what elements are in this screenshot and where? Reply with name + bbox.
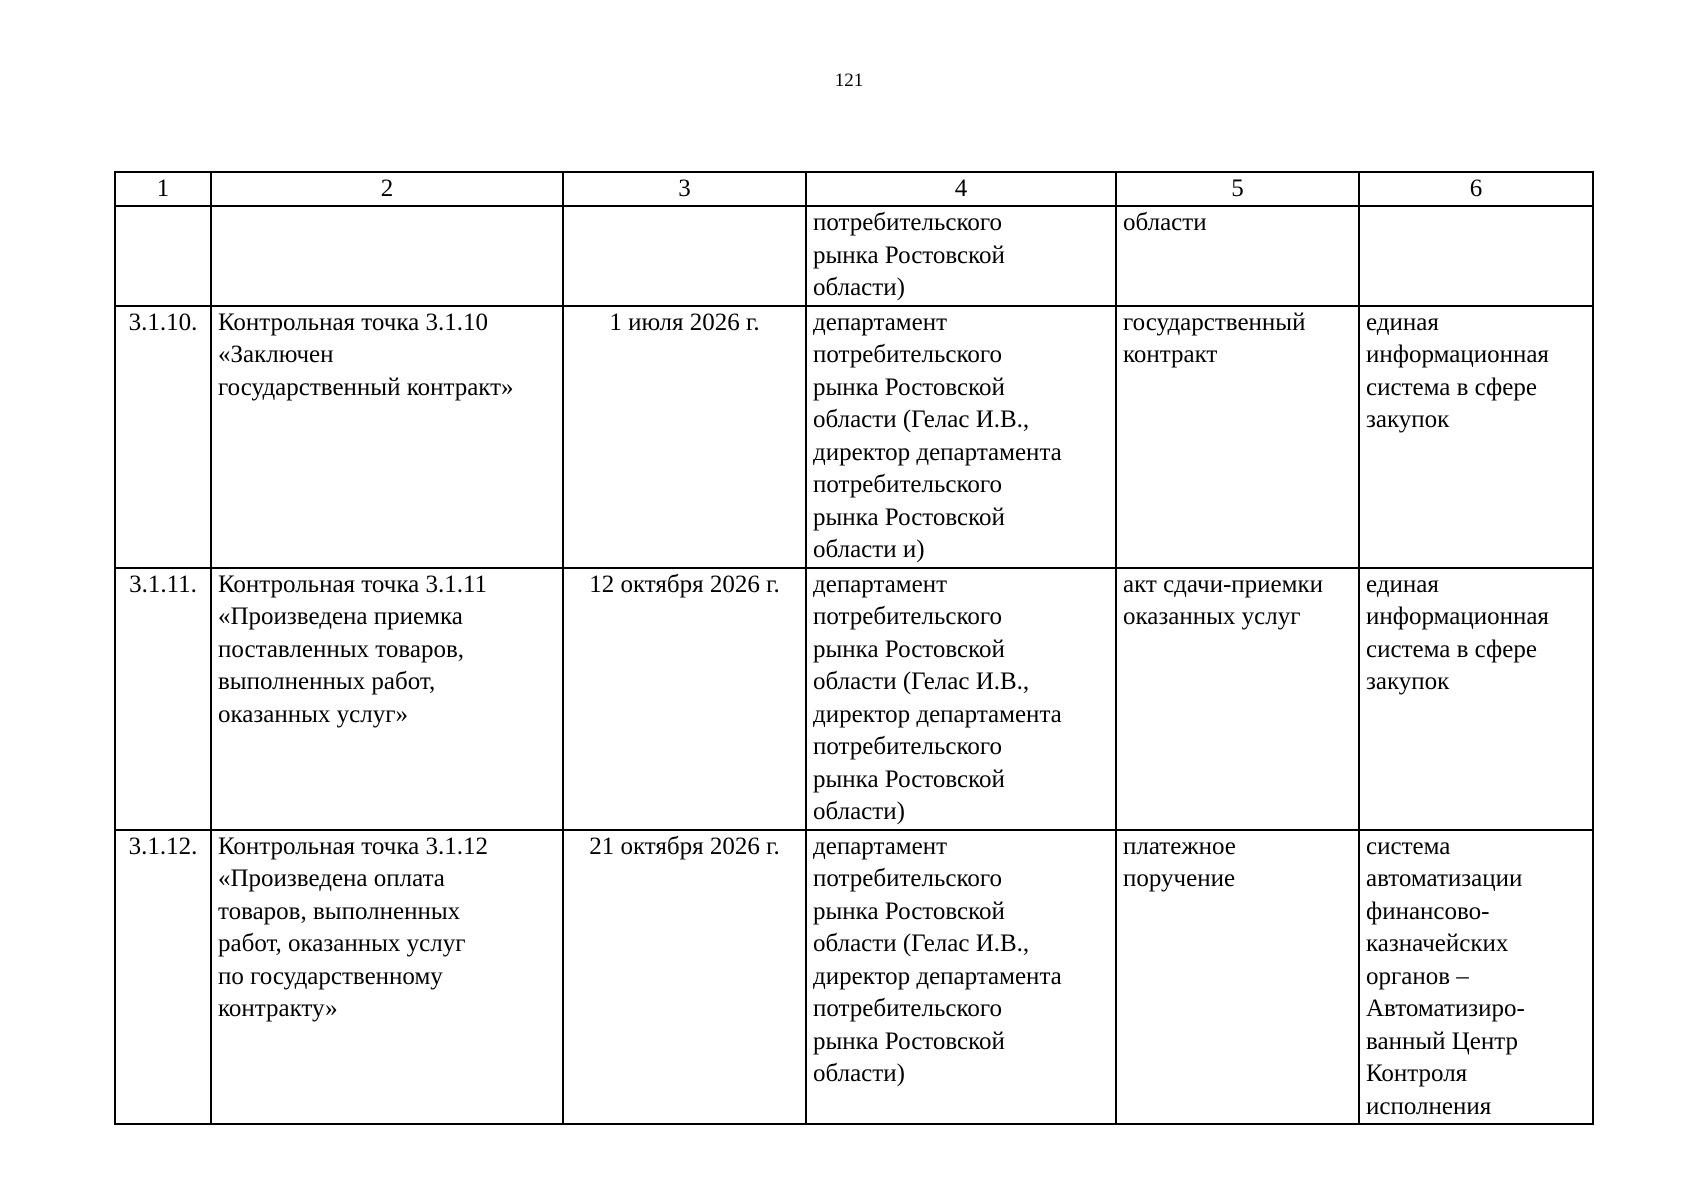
row-number: 3.1.12. xyxy=(115,830,211,1125)
responsible-party: департамент потребительского рынка Ростовской области (Гелас И.В., директор департамента потребительского рынка Ростовской области) xyxy=(806,830,1116,1125)
responsible-party: департамент потребительского рынка Ростовской области (Гелас И.В., директор департамента потребительского рынка Ростовской области и) xyxy=(806,306,1116,568)
control-point-name: Контрольная точка 3.1.10 «Заключен государственный контракт» xyxy=(211,306,563,568)
control-point-name xyxy=(211,206,563,306)
row-number xyxy=(115,206,211,306)
deadline-date: 21 октября 2026 г. xyxy=(563,830,806,1125)
responsible-party: департамент потребительского рынка Ростовской области (Гелас И.В., директор департамента потребительского рынка Ростовской области) xyxy=(806,568,1116,830)
information-system: единая информационная система в сфере закупок xyxy=(1359,306,1593,568)
information-system: единая информационная система в сфере закупок xyxy=(1359,568,1593,830)
page-number: 121 xyxy=(834,70,864,91)
control-points-table xyxy=(114,171,1594,1125)
control-point-name: Контрольная точка 3.1.11 «Произведена приемка поставленных товаров, выполненных работ, оказанных услуг» xyxy=(211,568,563,830)
column-header: 3 xyxy=(563,172,806,206)
table-header-row xyxy=(115,172,1593,206)
deadline-date: 1 июля 2026 г. xyxy=(563,306,806,568)
information-system: система автоматизации финансово- казначейских органов – Автоматизиро- ванный Центр Контроля исполнения xyxy=(1359,830,1593,1125)
column-header: 4 xyxy=(806,172,1116,206)
table-row xyxy=(115,206,1593,306)
confirming-document: акт сдачи-приемки оказанных услуг xyxy=(1116,568,1359,830)
responsible-party: потребительского рынка Ростовской области) xyxy=(806,206,1116,306)
table-row xyxy=(115,830,1593,1125)
row-number: 3.1.10. xyxy=(115,306,211,568)
control-point-name: Контрольная точка 3.1.12 «Произведена оплата товаров, выполненных работ, оказанных услуг по государственному контракту» xyxy=(211,830,563,1125)
confirming-document: платежное поручение xyxy=(1116,830,1359,1125)
deadline-date xyxy=(563,206,806,306)
table-row xyxy=(115,568,1593,830)
confirming-document: области xyxy=(1116,206,1359,306)
row-number: 3.1.11. xyxy=(115,568,211,830)
deadline-date: 12 октября 2026 г. xyxy=(563,568,806,830)
column-header: 5 xyxy=(1116,172,1359,206)
confirming-document: государственный контракт xyxy=(1116,306,1359,568)
column-header: 1 xyxy=(115,172,211,206)
column-header: 2 xyxy=(211,172,563,206)
information-system xyxy=(1359,206,1593,306)
column-header: 6 xyxy=(1359,172,1593,206)
table-row xyxy=(115,306,1593,568)
